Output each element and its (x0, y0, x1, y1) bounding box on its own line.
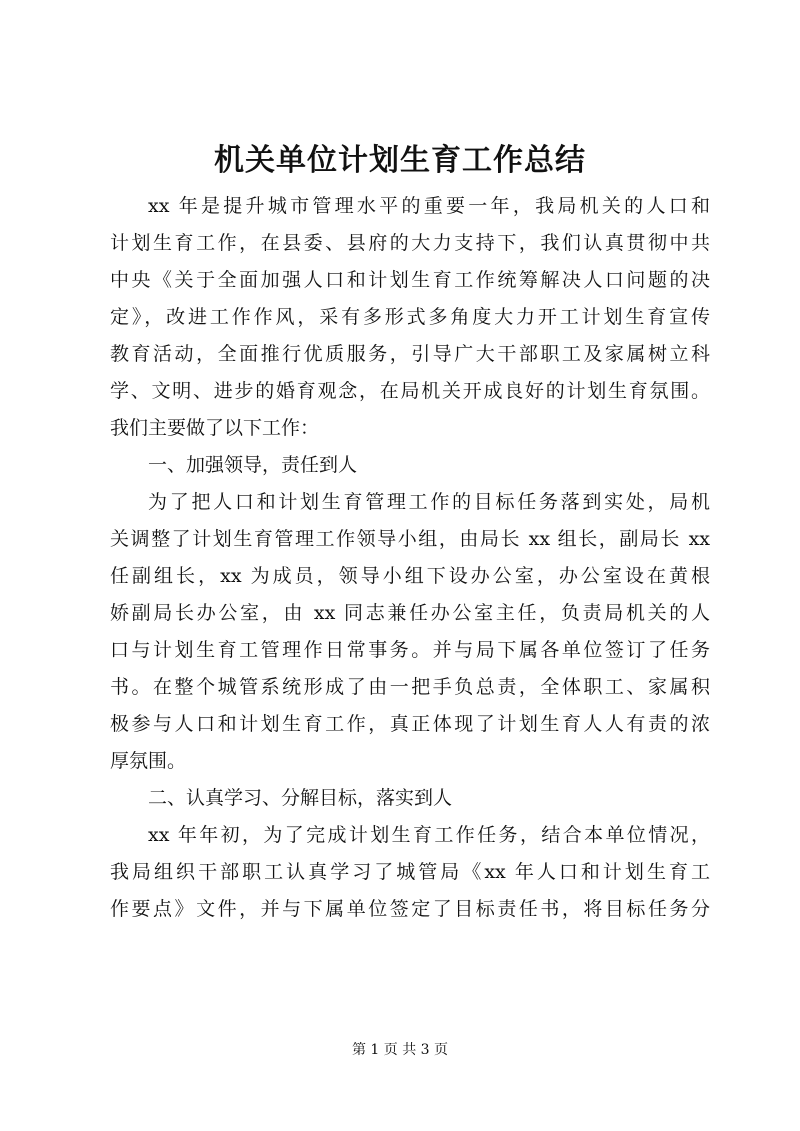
document-body (110, 188, 710, 928)
paragraph-line: 教育活动，全面推行优质服务，引导广大干部职工及家属树立科 (110, 343, 710, 365)
paragraph-line: 厚氛围。 (110, 750, 187, 772)
paragraph-line: 为了把人口和计划生育管理工作的目标任务落到实处，局机 (148, 491, 710, 513)
paragraph-line: 作要点》文件，并与下属单位签定了目标责任书，将目标任务分 (110, 898, 710, 920)
paragraph-line: 娇副局长办公室，由 xx 同志兼任办公室主任，负责局机关的人 (110, 602, 710, 624)
paragraph-line: 计划生育工作，在县委、县府的大力支持下，我们认真贯彻中共 (110, 232, 710, 254)
paragraph-line: 中央《关于全面加强人口和计划生育工作统筹解决人口问题的决 (110, 269, 710, 291)
paragraph-line: 极参与人口和计划生育工作，真正体现了计划生育人人有责的浓 (110, 713, 710, 735)
paragraph-line: xx 年是提升城市管理水平的重要一年，我局机关的人口和 (148, 195, 710, 217)
paragraph-line: 关调整了计划生育管理工作领导小组，由局长 xx 组长，副局长 xx (110, 528, 710, 550)
paragraph-line: 学、文明、进步的婚育观念，在局机关开成良好的计划生育氛围。 (110, 380, 710, 402)
paragraph-line: 书。在整个城管系统形成了由一把手负总责，全体职工、家属积 (110, 676, 710, 698)
paragraph-line: 我局组织干部职工认真学习了城管局《xx 年人口和计划生育工 (110, 861, 710, 883)
paragraph-line: 定》，改进工作作风，采有多形式多角度大力开工计划生育宣传 (110, 306, 710, 328)
paragraph-line: 口与计划生育工管理作日常事务。并与局下属各单位签订了任务 (110, 639, 710, 661)
paragraph-line: 我们主要做了以下工作： (110, 417, 320, 439)
paragraph-line: xx 年年初，为了完成计划生育工作任务，结合本单位情况， (148, 824, 710, 846)
section-heading: 二、认真学习、分解目标，落实到人 (148, 787, 453, 809)
paragraph-line: 任副组长，xx 为成员，领导小组下设办公室，办公室设在黄根 (110, 565, 710, 587)
page-footer: 第 1 页 共 3 页 (351, 1042, 449, 1058)
section-heading: 一、加强领导，责任到人 (148, 454, 358, 476)
document-title: 机关单位计划生育工作总结 (214, 143, 586, 178)
